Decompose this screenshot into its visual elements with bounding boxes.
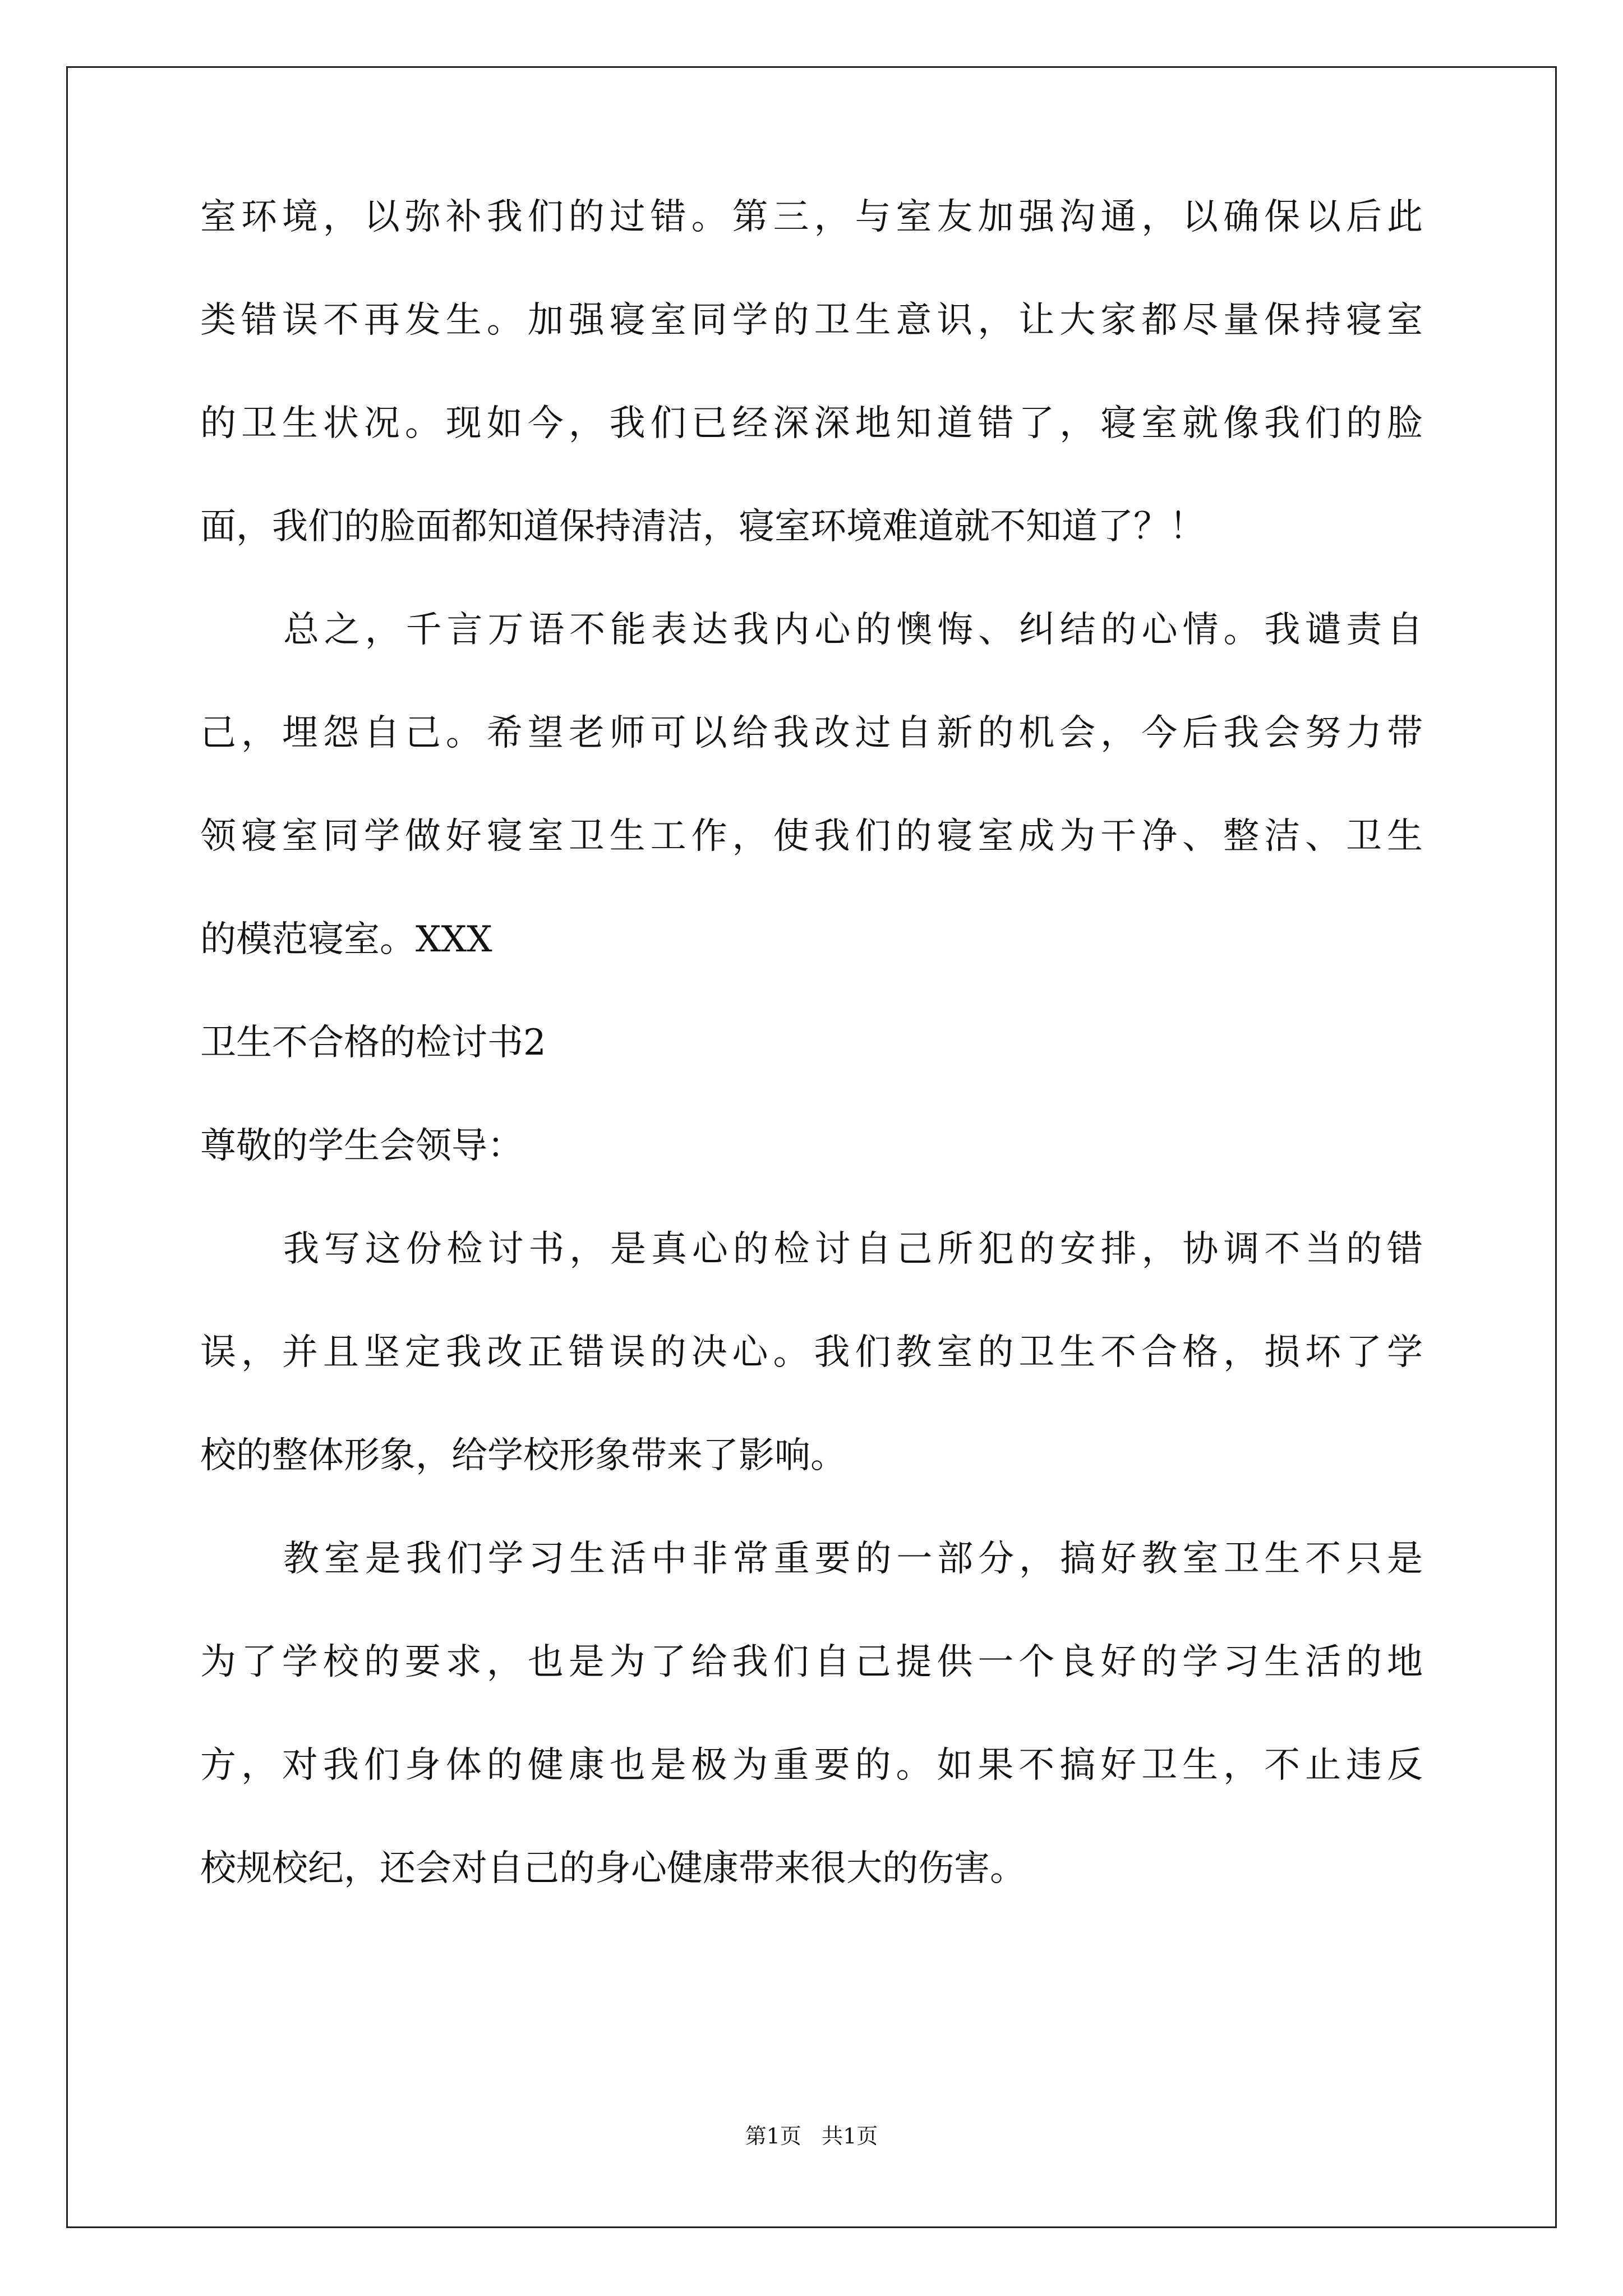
text-line: 的卫生状况。现如今，我们已经深深地知道错了，寝室就像我们的脸 xyxy=(200,403,1423,444)
page-number: 第1页 共1页 xyxy=(745,2124,878,2148)
text-line: 校的整体形象，给学校形象带来了影响。 xyxy=(200,1435,846,1476)
salutation: 尊敬的学生会领导： xyxy=(200,1125,523,1167)
paragraph-first-line: 总之，千言万语不能表达我内心的懊悔、纠结的心情。我谴责自 xyxy=(283,609,1423,651)
text-line: 领寝室同学做好寝室卫生工作，使我们的寝室成为干净、整洁、卫生 xyxy=(200,816,1423,857)
text-line: 方，对我们身体的健康也是极为重要的。如果不搞好卫生，不止违反 xyxy=(200,1745,1423,1786)
text-line: 的模范寝室。XXX xyxy=(200,919,492,960)
text-line: 己，埋怨自己。希望老师可以给我改过自新的机会，今后我会努力带 xyxy=(200,712,1423,754)
paragraph-first-line: 我写这份检讨书，是真心的检讨自己所犯的安排，协调不当的错 xyxy=(283,1228,1423,1270)
paragraph-first-line: 教室是我们学习生活中非常重要的一部分，搞好教室卫生不只是 xyxy=(283,1538,1423,1580)
text-line: 为了学校的要求，也是为了给我们自己提供一个良好的学习生活的地 xyxy=(200,1641,1423,1683)
section-title: 卫生不合格的检讨书2 xyxy=(200,1022,546,1064)
text-line: 类错误不再发生。加强寝室同学的卫生意识，让大家都尽量保持寝室 xyxy=(200,300,1423,341)
text-line: 校规校纪，还会对自己的身心健康带来很大的伤害。 xyxy=(200,1848,1026,1889)
text-line: 误，并且坚定我改正错误的决心。我们教室的卫生不合格，损坏了学 xyxy=(200,1332,1423,1373)
text-line: 面，我们的脸面都知道保持清洁，寝室环境难道就不知道了？！ xyxy=(200,506,1205,547)
text-line: 室环境，以弥补我们的过错。第三，与室友加强沟通，以确保以后此 xyxy=(200,196,1423,238)
